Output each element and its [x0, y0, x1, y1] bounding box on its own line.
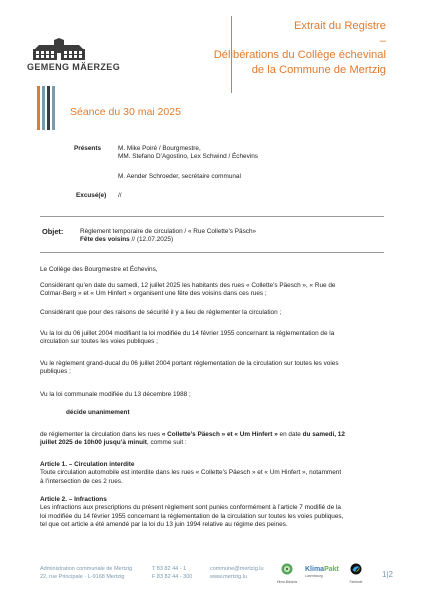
town-hall-logo	[30, 38, 88, 60]
article-1-title: Article 1. – Circulation interdite	[40, 461, 135, 468]
body-paragraph-4: Vu le règlement grand-ducal du 06 juillet 2004 portant réglementation de la circulation sur toutes les voies publiques ;	[40, 360, 339, 376]
decision-heading: décide unanimement	[66, 409, 130, 416]
decision-text: de réglementer la circulation dans les rues « Collette’s Päesch » et « Um Hinfert » en date du samedi, 12 juillet 2025 de 10h00 jusqu’à minuit, comme suit :	[40, 431, 345, 447]
presents-list	[118, 145, 258, 162]
website-link[interactable]: www.mertzig.lu	[210, 573, 247, 580]
body-paragraph-3: Vu la loi du 06 juillet 2004 modifiant la loi modifiée du 14 février 1955 concernant la réglementation de la circulation sur toutes les voies publiques ;	[40, 330, 335, 346]
fairtrade-icon	[350, 563, 362, 575]
footer-phone: T 83 82 44 - 1 F 83 82 44 - 300	[152, 566, 193, 580]
globe-icon	[281, 563, 293, 575]
logo-text: GEMENG MÄERZEG	[27, 62, 121, 72]
objet-line2-bold: Fête des voisins	[80, 236, 130, 244]
klimapakt-badge: KlimaPakt Luxembourg	[305, 566, 339, 578]
objet-line2-rest: // (12.07.2025)	[129, 236, 174, 244]
document-title	[201, 19, 386, 77]
article-2: Article 2. – Infractions Les infractions aux prescriptions du présent règlement sont punies conformément à l’article 7 modifié de la loi modifiée du 14 février 1955 concernant la réglementation de la circulation sur toutes les voies publiques, tel que cet article a été amendé par la loi du 13 juin 1994 relative au régime des peines.	[40, 496, 344, 528]
section-divider-top	[40, 216, 384, 217]
body-paragraph-1: Considérant qu’en date du samedi, 12 juillet 2025 les habitants des rues « Collette’s Päesch », « Rue de Colmar-Berg » et « Um Hinfert » organisent une fête des voisins dans ces rues ;	[40, 282, 336, 298]
fairtrade-badge: Fairtrade	[343, 562, 369, 584]
seance-title: Séance du 30 mai 2025	[70, 106, 181, 118]
page-number: 1|2	[382, 570, 393, 579]
klima-buendnis-badge: Klima-Bündnis	[274, 562, 300, 584]
title-dash: –	[379, 34, 386, 47]
presents-line1: M. Mike Poiré / Bourgmestre,	[118, 145, 201, 152]
email-link[interactable]: commune@mertzig.lu	[210, 566, 264, 572]
presents-label: Présents	[74, 145, 101, 152]
body-intro: Le Collège des Bourgmestre et Échevins,	[40, 266, 158, 273]
body-paragraph-2: Considérant que pour des raisons de sécurité il y a lieu de réglementer la circulation ;	[40, 309, 282, 316]
section-divider-bottom	[40, 252, 384, 253]
footer-contact	[210, 566, 264, 581]
objet-label: Objet:	[42, 227, 64, 236]
secretary: M. Aender Schroeder, secrétaire communal	[118, 173, 241, 180]
article-1: Article 1. – Circulation interdite Toute circulation automobile est interdite dans les rues « Collette’s Päesch » et « Um Hinfert », notamment à l’intersection de ces 2 rues.	[40, 461, 342, 485]
excuses-label: Excusé(e)	[76, 192, 107, 199]
objet-text	[80, 228, 256, 245]
footer-address: Administration communale de Mertzig 22, rue Principale · L-9168 Mertzig	[40, 566, 133, 580]
article-2-title: Article 2. – Infractions	[40, 496, 107, 503]
presents-line2: MM. Stefano D’Agostino, Lex Schwind / Échevins	[118, 153, 258, 161]
body-paragraph-5: Vu la loi communale modifiée du 13 décembre 1988 ;	[40, 391, 191, 398]
objet-line1: Règlement temporaire de circulation / « Rue Collette’s Päsch»	[80, 228, 257, 235]
title-line2: Délibérations du Collège échevinal	[213, 49, 386, 61]
excuses-value: //	[118, 192, 122, 199]
title-line1: Extrait du Registre	[293, 20, 386, 32]
title-line3: de la Commune de Mertzig	[251, 63, 386, 76]
